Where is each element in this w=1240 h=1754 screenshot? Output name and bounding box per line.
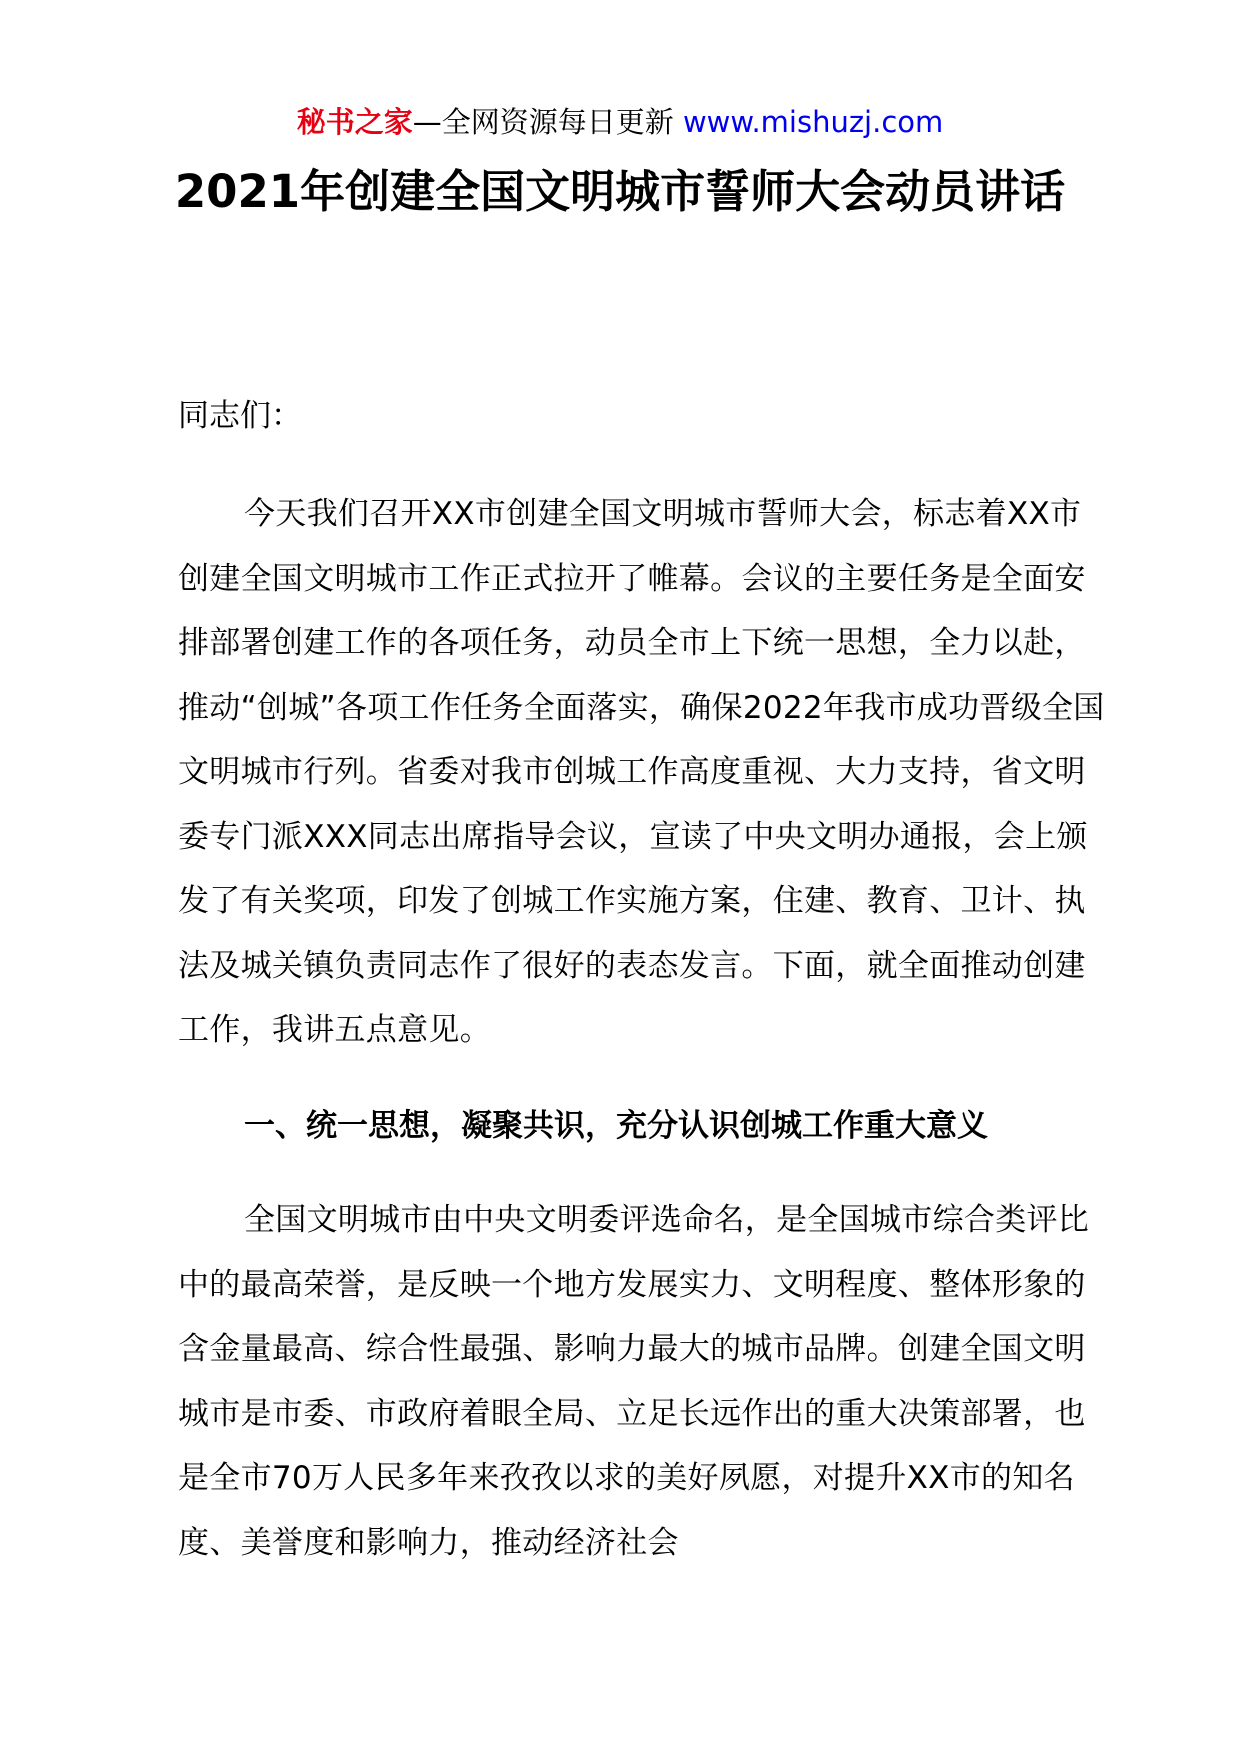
paragraph-section-1: 全国文明城市由中央文明委评选命名，是全国城市综合类评比中的最高荣誉，是反映一个地方发展实力、文明程度、整体形象的含金量最高、综合性最强、影响力最大的城市品牌。创建全国文明城市是市委、市政府着眼全局、立足长远作出的重大决策部署，也是全市70万人民多年来孜孜以求的美好夙愿，对提升XX市的知名度、美誉度和影响力，推动经济社会 bbox=[178, 1202, 1090, 1561]
document-title: 2021年创建全国文明城市誓师大会动员讲话 bbox=[174, 165, 1066, 218]
greeting: 同志们： bbox=[178, 398, 302, 434]
site-url-link[interactable]: www.mishuzj.com bbox=[682, 105, 944, 139]
paragraph-intro: 今天我们召开XX市创建全国文明城市誓师大会，标志着XX市创建全国文明城市工作正式拉开了帷幕。会议的主要任务是全面安排部署创建工作的各项任务，动员全市上下统一思想，全力以赴，推动“创城”各项工作任务全面落实，确保2022年我市成功晋级全国文明城市行列。省委对我市创城工作高度重视、大力支持，省文明委专门派XXX同志出席指导会议，宣读了中央文明办通报，会上颁发了有关奖项，印发了创城工作实施方案，住建、教育、卫计、执法及城关镇负责同志作了很好的表态发言。下面，就全面推动创建工作，我讲五点意见。 bbox=[178, 496, 1105, 1048]
header-tagline: —全网资源每日更新 bbox=[412, 105, 683, 139]
section-heading-1: 一、统一思想，凝聚共识，充分认识创城工作重大意义 bbox=[244, 1108, 988, 1144]
brand-name: 秘书之家 bbox=[296, 105, 413, 139]
site-header bbox=[0, 102, 1240, 142]
